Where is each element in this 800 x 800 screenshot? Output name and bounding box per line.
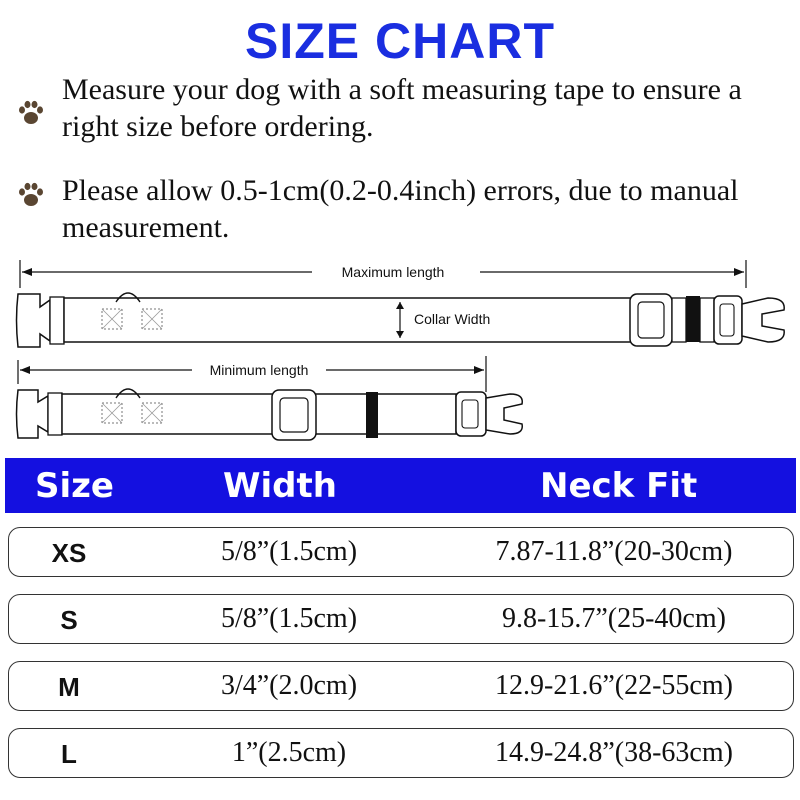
max-length-label: Maximum length [341,264,445,280]
width-cell: 5/8”(1.5cm) [220,536,358,567]
long-collar [17,293,785,347]
note-errors: Please allow 0.5-1cm(0.2-0.4inch) errors, due to manual measurement. [62,174,739,244]
neck-fit-cell: 14.9-24.8”(38-63cm) [495,737,733,768]
paw-icon [16,98,46,128]
width-cell: 3/4”(2.0cm) [220,670,358,701]
size-cell: M [58,672,80,702]
neck-fit-cell: 12.9-21.6”(22-55cm) [495,670,733,701]
size-cell: XS [51,538,87,568]
min-length-dimension [18,356,486,392]
neck-fit-cell: 9.8-15.7”(25-40cm) [502,603,726,634]
short-collar [17,389,523,440]
width-cell: 5/8”(1.5cm) [220,603,358,634]
header-width: Width [223,466,337,506]
table-row [8,594,794,644]
width-cell: 1”(2.5cm) [231,737,347,768]
table-row [8,527,794,577]
max-length-dimension [20,260,746,288]
table-row [8,728,794,778]
collar-diagram [0,252,800,452]
paw-icon [16,180,46,210]
note-measure: Measure your dog with a soft measuring tape to ensure a right size before ordering. [62,73,742,143]
min-length-label: Minimum length [209,362,309,378]
size-table-header [5,458,796,513]
neck-fit-cell: 7.87-11.8”(20-30cm) [495,536,733,567]
page-title: SIZE CHART [245,13,555,69]
size-cell: L [61,739,77,769]
collar-width-label: Collar Width [414,311,491,327]
header-neck-fit: Neck Fit [540,466,698,506]
size-cell: S [60,605,78,635]
table-row [8,661,794,711]
header-size: Size [35,466,114,506]
